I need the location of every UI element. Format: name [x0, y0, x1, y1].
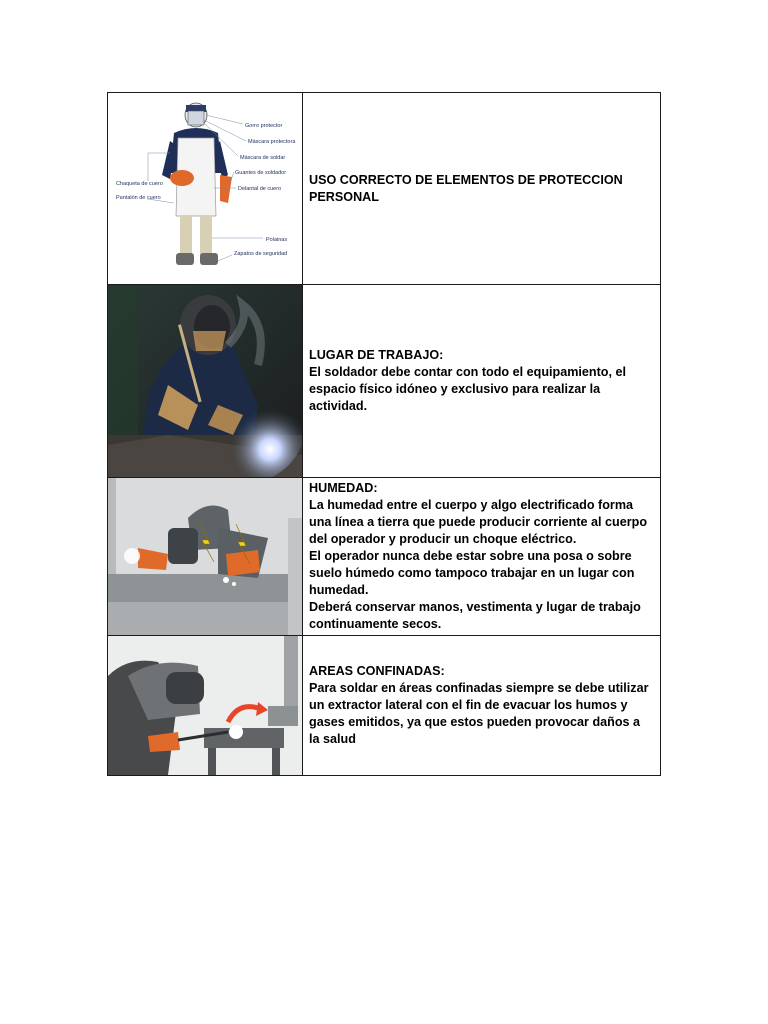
label-zapatos: Zapatos de seguridad [234, 251, 288, 257]
workplace-heading: LUGAR DE TRABAJO: [309, 348, 444, 362]
label-mascara-protectora: Máscara protectora [248, 139, 296, 145]
confined-image-cell [108, 636, 303, 776]
humidity-text-cell [303, 478, 661, 636]
confined-area-illustration [108, 636, 302, 775]
ppe-diagram-cell [108, 93, 303, 285]
table-row [108, 636, 661, 776]
label-guantes: Guantes de soldador [235, 170, 287, 176]
humidity-heading: HUMEDAD: [309, 481, 378, 495]
confined-text-cell [303, 636, 661, 776]
welder-photo [108, 285, 302, 477]
ppe-title-cell [303, 93, 661, 285]
label-gorro: Gorro protector [245, 123, 283, 129]
workplace-body: El soldador debe contar con todo el equipamiento, el espacio físico idóneo y exclusivo para realizar la actividad. [309, 365, 626, 413]
workplace-text-cell [303, 285, 661, 478]
label-pantalon: Pantalón de cuero [116, 195, 161, 201]
humidity-body-3: Deberá conservar manos, vestimenta y lugar de trabajo continuamente secos. [309, 600, 641, 631]
label-mascara-soldar: Máscara de soldar [240, 155, 286, 161]
table-row [108, 285, 661, 478]
confined-heading: AREAS CONFINADAS: [309, 664, 445, 678]
humidity-illustration [108, 478, 302, 635]
label-chaqueta: Chaqueta de cuero [116, 181, 163, 187]
ppe-table [107, 92, 661, 776]
label-polainas: Polainas [266, 237, 288, 243]
workplace-image-cell [108, 285, 303, 478]
humidity-image-cell [108, 478, 303, 636]
table-row [108, 93, 661, 285]
label-delantal: Delantal de cuero [238, 186, 282, 192]
ppe-welder-diagram [108, 93, 302, 284]
humidity-body-2: El operador nunca debe estar sobre una posa o sobre suelo húmedo como tampoco trabajar en un lugar con humedad. [309, 549, 635, 597]
humidity-body: La humedad entre el cuerpo y algo electrificado forma una línea a tierra que puede producir corriente al cuerpo del operador y producir un choque eléctrico. [309, 498, 648, 546]
table-row [108, 478, 661, 636]
confined-body: Para soldar en áreas confinadas siempre se debe utilizar un extractor lateral con el fin de evacuar los humos y gases emitidos, ya que estos pueden provocar daños a la salud [309, 681, 649, 746]
ppe-title: USO CORRECTO DE ELEMENTOS DE PROTECCION PERSONAL [309, 172, 623, 204]
